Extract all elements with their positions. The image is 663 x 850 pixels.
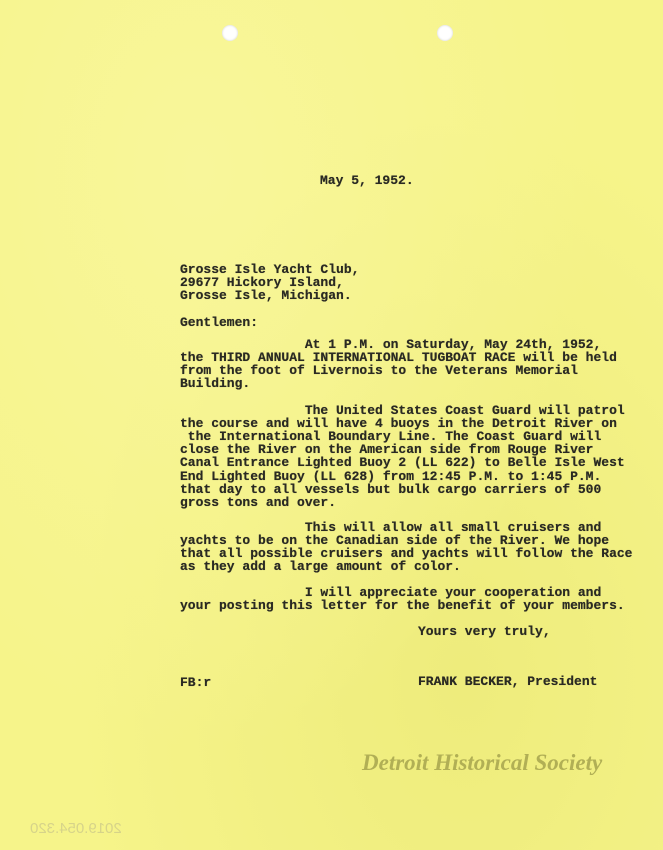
body-line: Canal Entrance Lighted Buoy 2 (LL 622) to Belle Isle West	[180, 455, 625, 471]
accession-number: 2019.054.320	[30, 820, 122, 837]
body-line: as they add a large amount of color.	[180, 559, 461, 575]
signature: FRANK BECKER, President	[418, 674, 598, 689]
body-line: gross tons and over.	[180, 494, 337, 510]
body-line: I will appreciate your cooperation and	[180, 585, 602, 600]
body-line: the course and will have 4 buoys in the Detroit River on	[180, 416, 617, 432]
address-line: Grosse Isle, Michigan.	[180, 288, 352, 303]
punch-hole-right	[437, 25, 453, 41]
body-line: your posting this letter for the benefit of your members.	[180, 598, 625, 614]
body-line: This will allow all small cruisers and	[180, 520, 602, 535]
body-line: yachts to be on the Canadian side of the River. We hope	[180, 533, 610, 549]
body-line: the THIRD ANNUAL INTERNATIONAL TUGBOAT RACE will be held	[180, 350, 617, 366]
body-line: that all possible cruisers and yachts will follow the Race	[180, 546, 633, 562]
watermark: Detroit Historical Society	[362, 750, 603, 775]
punch-hole-left	[222, 25, 238, 41]
body-line: End Lighted Buoy (LL 628) from 12:45 P.M. to 1:45 P.M.	[180, 468, 602, 484]
letter-date: May 5, 1952.	[320, 173, 414, 188]
typist-initials: FB:r	[180, 675, 212, 690]
body-line: The United States Coast Guard will patrol	[180, 403, 625, 418]
address-line: 29677 Hickory Island,	[180, 275, 344, 290]
body-line: At 1 P.M. on Saturday, May 24th, 1952,	[180, 337, 602, 352]
body-line: close the River on the American side from Rouge River	[180, 442, 594, 458]
salutation: Gentlemen:	[180, 315, 259, 330]
body-line: Building.	[180, 376, 251, 392]
closing: Yours very truly,	[418, 624, 551, 639]
body-line: from the foot of Livernois to the Veterans Memorial	[180, 363, 578, 379]
body-line: that day to all vessels but bulk cargo carriers of 500	[180, 481, 602, 497]
address-line: Grosse Isle Yacht Club,	[180, 262, 360, 277]
body-line: the International Boundary Line. The Coast Guard will	[180, 429, 602, 445]
